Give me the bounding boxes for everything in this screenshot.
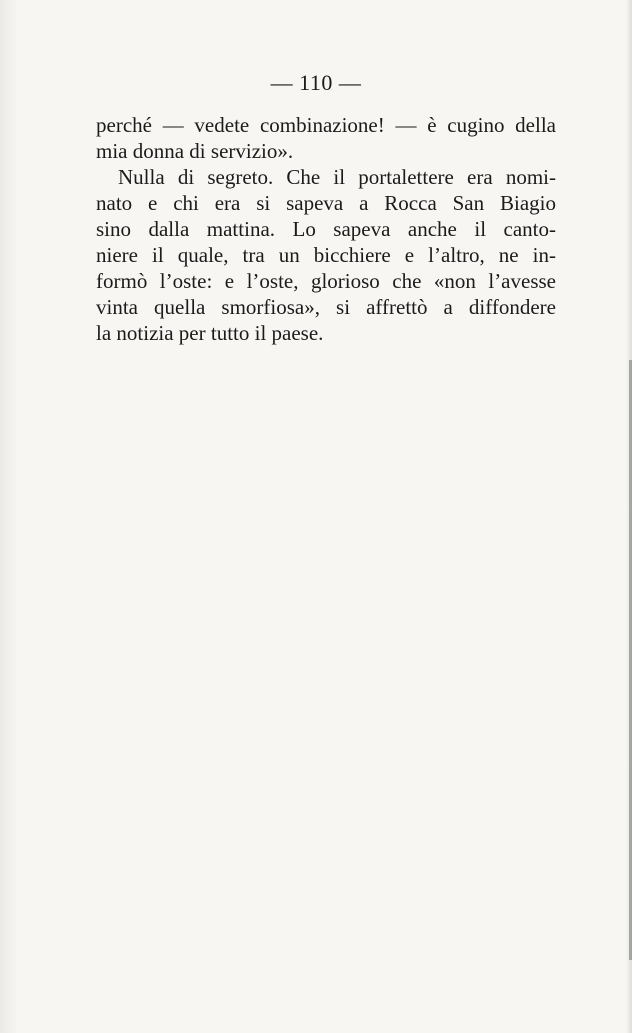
text-line: perché — vedete combinazione! — è cugino della xyxy=(96,113,556,137)
text-line: vinta quella smorfiosa», si affrettò a diffondere xyxy=(96,295,556,319)
text-line: niere il quale, tra un bicchiere e l’altro, ne in- xyxy=(96,243,556,267)
text-line: Nulla di segreto. Che il portalettere era nomi- xyxy=(118,165,556,189)
text-line: la notizia per tutto il paese. xyxy=(96,321,324,345)
text-line: mia donna di servizio». xyxy=(96,139,294,163)
body-text xyxy=(96,112,556,346)
text-line: nato e chi era si sapeva a Rocca San Biagio xyxy=(96,191,556,215)
text-line: formò l’oste: e l’oste, glorioso che «non l’avesse xyxy=(96,269,556,293)
page-number: — 110 — xyxy=(270,70,362,95)
text-line: sino dalla mattina. Lo sapeva anche il canto- xyxy=(96,217,556,241)
